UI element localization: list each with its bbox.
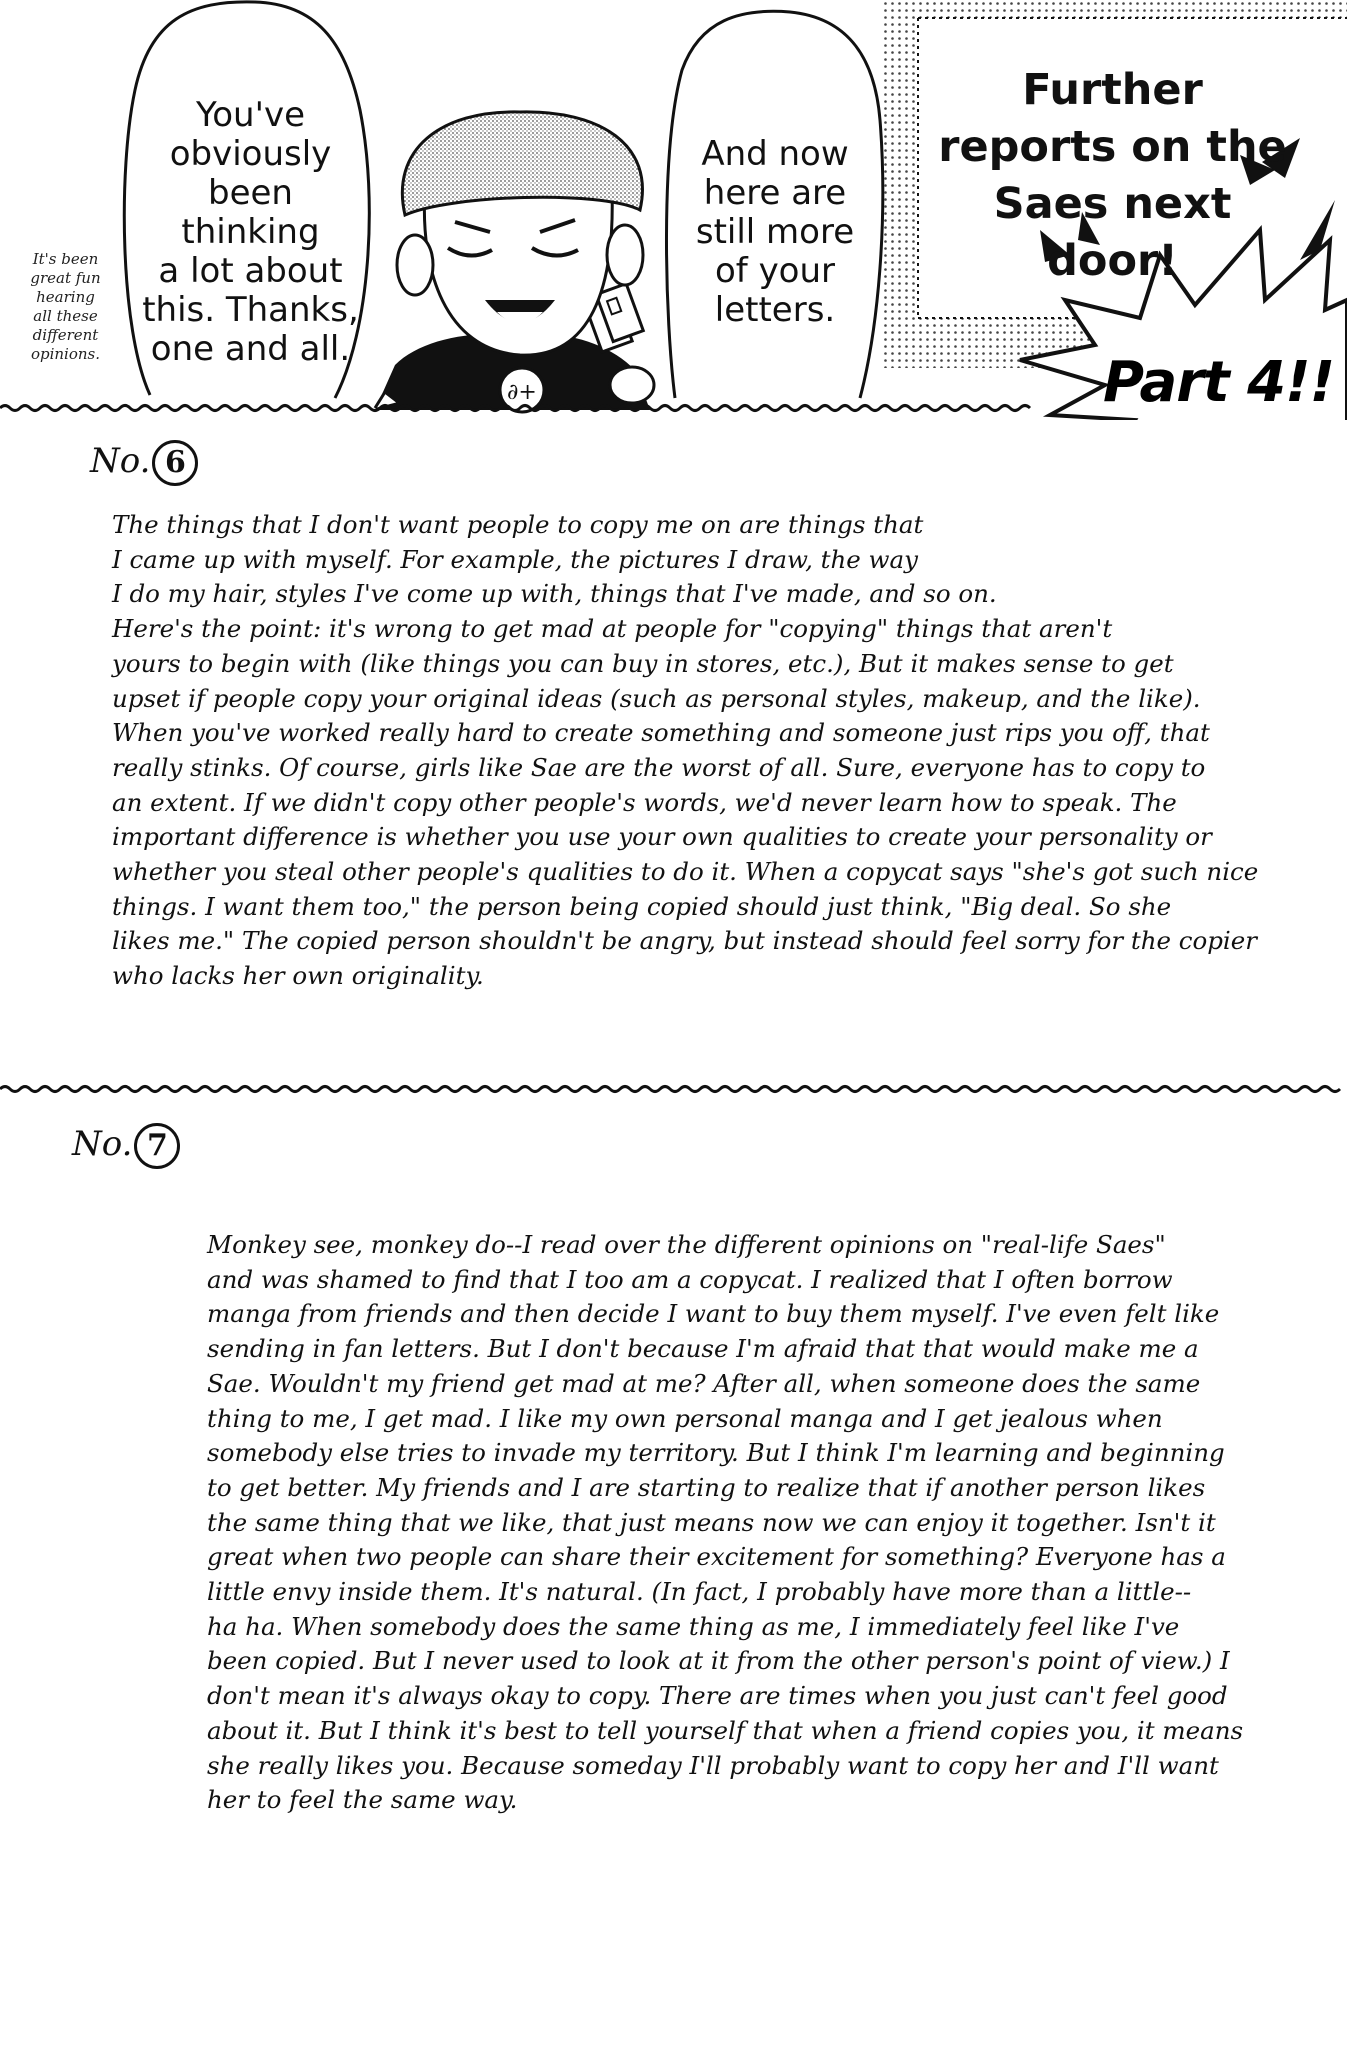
divider-middle <box>0 1083 1347 1095</box>
speech-bubble-left-text: You've obviously been thinking a lot about this. Thanks, one and all. <box>142 95 359 369</box>
hat-mark: ∂+ <box>507 380 537 405</box>
entry-7-number: No. 7 <box>72 1123 180 1169</box>
entry-7-circle: 7 <box>134 1123 180 1169</box>
side-note: It's been great fun hearing all these different opinions. <box>30 250 101 363</box>
part-label: Part 4!! <box>1103 350 1335 415</box>
character-face <box>424 190 612 355</box>
entry-6-circle: 6 <box>152 440 198 486</box>
entry-7-letter: Monkey see, monkey do--I read over the different opinions on "real-life Saes" and was shamed to find that I too am a copycat. I realized that I often borrow manga from friends and then decide I want to buy them myself. I've even felt like sending in fan letters. But I don't because I'm afraid that that would make me a Sae. Wouldn't my friend get mad at me? After all, when someone does the same thing to me, I get mad. I like my own personal manga and I get jealous when somebody else tries to invade my territory. But I think I'm learning and beginning to get better. My friends and I are starting to realize that if another person likes the same thing that we like, that just means now we can enjoy it together. Isn't it great when two people can share their excitement for something? Everyone has a little envy inside them. It's natural. (In fact, I probably have more than a little-- ha ha. When somebody does the same thing as me, I immediately feel like I've been copied. But I never used to look at it from the other person's point of view.) I don't mean it's always okay to copy. There are times when you just can't feel good about it. But I think it's best to tell yourself that when a friend copies you, it means she really likes you. Because someday I'll probably want to copy her and I'll want her to feel the same way. <box>207 1230 1244 1815</box>
speech-bubble-right-text: And now here are still more of your letters. <box>695 134 855 330</box>
page-title: Further reports on the Saes next door! <box>938 65 1287 286</box>
entry-6-number: No. 6 <box>90 440 198 486</box>
divider-top <box>0 402 1347 414</box>
entry-6-letter: The things that I don't want people to copy me on are things that I came up with myself. For example, the pictures I draw, the way I do my hair, styles I've come up with, things that I've made, and so on. Here's the point: it's wrong to get mad at people for "copying" things that aren't yours to begin with (like things you can buy in stores, etc.), But it makes sense to get upset if people copy your original ideas (such as personal styles, makeup, and the like). When you've worked really hard to create something and someone just rips you off, that really stinks. Of course, girls like Sae are the worst of all. Sure, everyone has to copy to an extent. If we didn't copy other people's words, we'd never learn how to speak. The important difference is whether you use your own qualities to create your personality or whether you steal other people's qualities to do it. When a copycat says "she's got such nice things. I want them too," the person being copied should just think, "Big deal. So she likes me." The copied person shouldn't be angry, but instead should feel sorry for the copier who lacks her own originality. <box>112 510 1259 991</box>
